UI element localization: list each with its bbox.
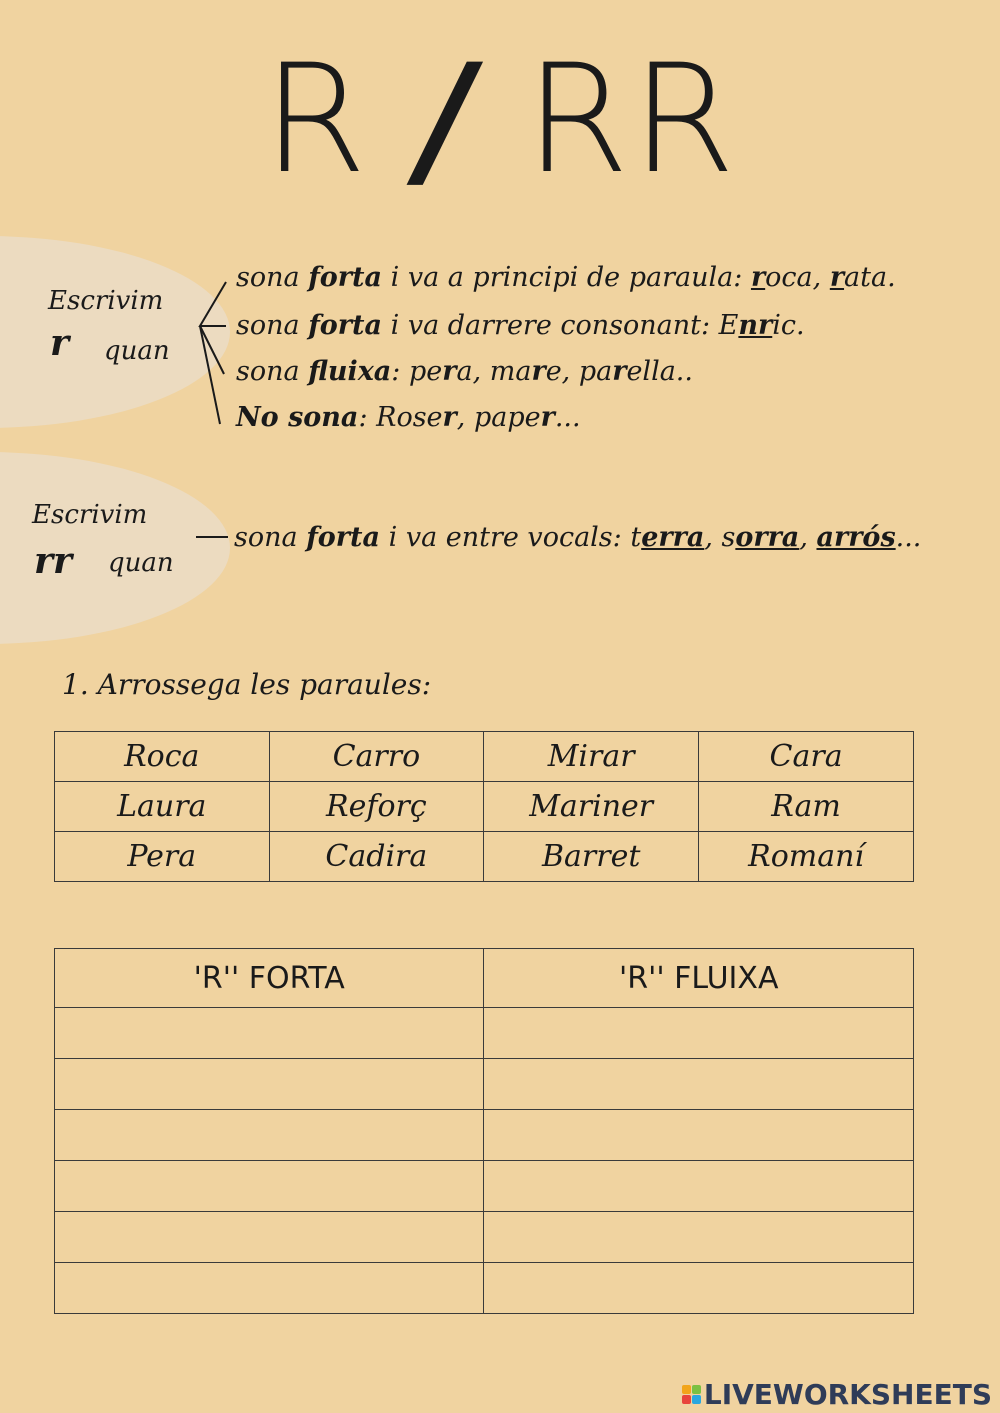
drop-slot-fluixa[interactable] (484, 1161, 914, 1212)
draggable-word[interactable]: Cadira (269, 832, 484, 882)
drop-slot-forta[interactable] (55, 1212, 484, 1263)
title-r: R (262, 33, 369, 207)
word-bank-table (54, 731, 914, 882)
brand-square (692, 1395, 701, 1404)
bubble2-label-quan: quan (108, 548, 174, 578)
title-rr: RR (524, 33, 738, 207)
bubble-label-letter: r (50, 322, 69, 364)
sorting-table (54, 948, 914, 1314)
drop-slot-forta[interactable] (55, 1059, 484, 1110)
bubble-label-escrivim: Escrivim (48, 286, 164, 316)
draggable-word[interactable]: Laura (55, 782, 270, 832)
table-header-row (55, 949, 914, 1008)
draggable-word[interactable]: Cara (699, 732, 914, 782)
column-header-fluixa: 'R'' FLUIXA (484, 949, 914, 1008)
drop-slot-fluixa[interactable] (484, 1263, 914, 1314)
brand-square (682, 1385, 691, 1394)
rule-line-rr: sona forta i va entre vocals: terra, sorra, arrós... (234, 522, 922, 553)
draggable-word[interactable]: Mariner (484, 782, 699, 832)
drop-slot-forta[interactable] (55, 1263, 484, 1314)
draggable-word[interactable]: Mirar (484, 732, 699, 782)
drop-slot-fluixa[interactable] (484, 1008, 914, 1059)
instruction-text: 1. Arrossega les paraules: (62, 668, 432, 701)
table-row (55, 1008, 914, 1059)
connector-dash (196, 536, 228, 538)
bracket-lines (190, 268, 236, 430)
liveworksheets-logo (682, 1379, 992, 1409)
drop-slot-fluixa[interactable] (484, 1110, 914, 1161)
drop-slot-fluixa[interactable] (484, 1059, 914, 1110)
bubble-label-quan: quan (104, 336, 170, 366)
table-row (55, 1110, 914, 1161)
table-row (55, 732, 914, 782)
brand-icon (682, 1385, 701, 1404)
rule-line-3: sona fluixa: pera, mare, parella.. (236, 356, 693, 387)
draggable-word[interactable]: Ram (699, 782, 914, 832)
page-title (0, 33, 1000, 207)
drop-slot-forta[interactable] (55, 1161, 484, 1212)
table-row (55, 1059, 914, 1110)
rule-line-4: No sona: Roser, paper... (236, 402, 581, 433)
draggable-word[interactable]: Roca (55, 732, 270, 782)
rule-line-2: sona forta i va darrere consonant: Enric. (236, 310, 805, 341)
draggable-word[interactable]: Barret (484, 832, 699, 882)
draggable-word[interactable]: Romaní (699, 832, 914, 882)
table-row (55, 1263, 914, 1314)
rule-line-1: sona forta i va a principi de paraula: roca, rata. (236, 262, 896, 293)
table-row (55, 1212, 914, 1263)
table-row (55, 1161, 914, 1212)
brand-text: LIVEWORKSHEETS (703, 1377, 992, 1411)
table-row (55, 782, 914, 832)
table-row (55, 832, 914, 882)
drop-slot-fluixa[interactable] (484, 1212, 914, 1263)
drop-slot-forta[interactable] (55, 1008, 484, 1059)
brand-square (682, 1395, 691, 1404)
bubble2-label-letter: rr (34, 540, 72, 582)
title-slash: / (403, 33, 491, 207)
draggable-word[interactable]: Carro (269, 732, 484, 782)
drop-slot-forta[interactable] (55, 1110, 484, 1161)
bubble2-label-escrivim: Escrivim (32, 500, 148, 530)
draggable-word[interactable]: Reforç (269, 782, 484, 832)
brand-square (692, 1385, 701, 1394)
draggable-word[interactable]: Pera (55, 832, 270, 882)
column-header-forta: 'R'' FORTA (55, 949, 484, 1008)
